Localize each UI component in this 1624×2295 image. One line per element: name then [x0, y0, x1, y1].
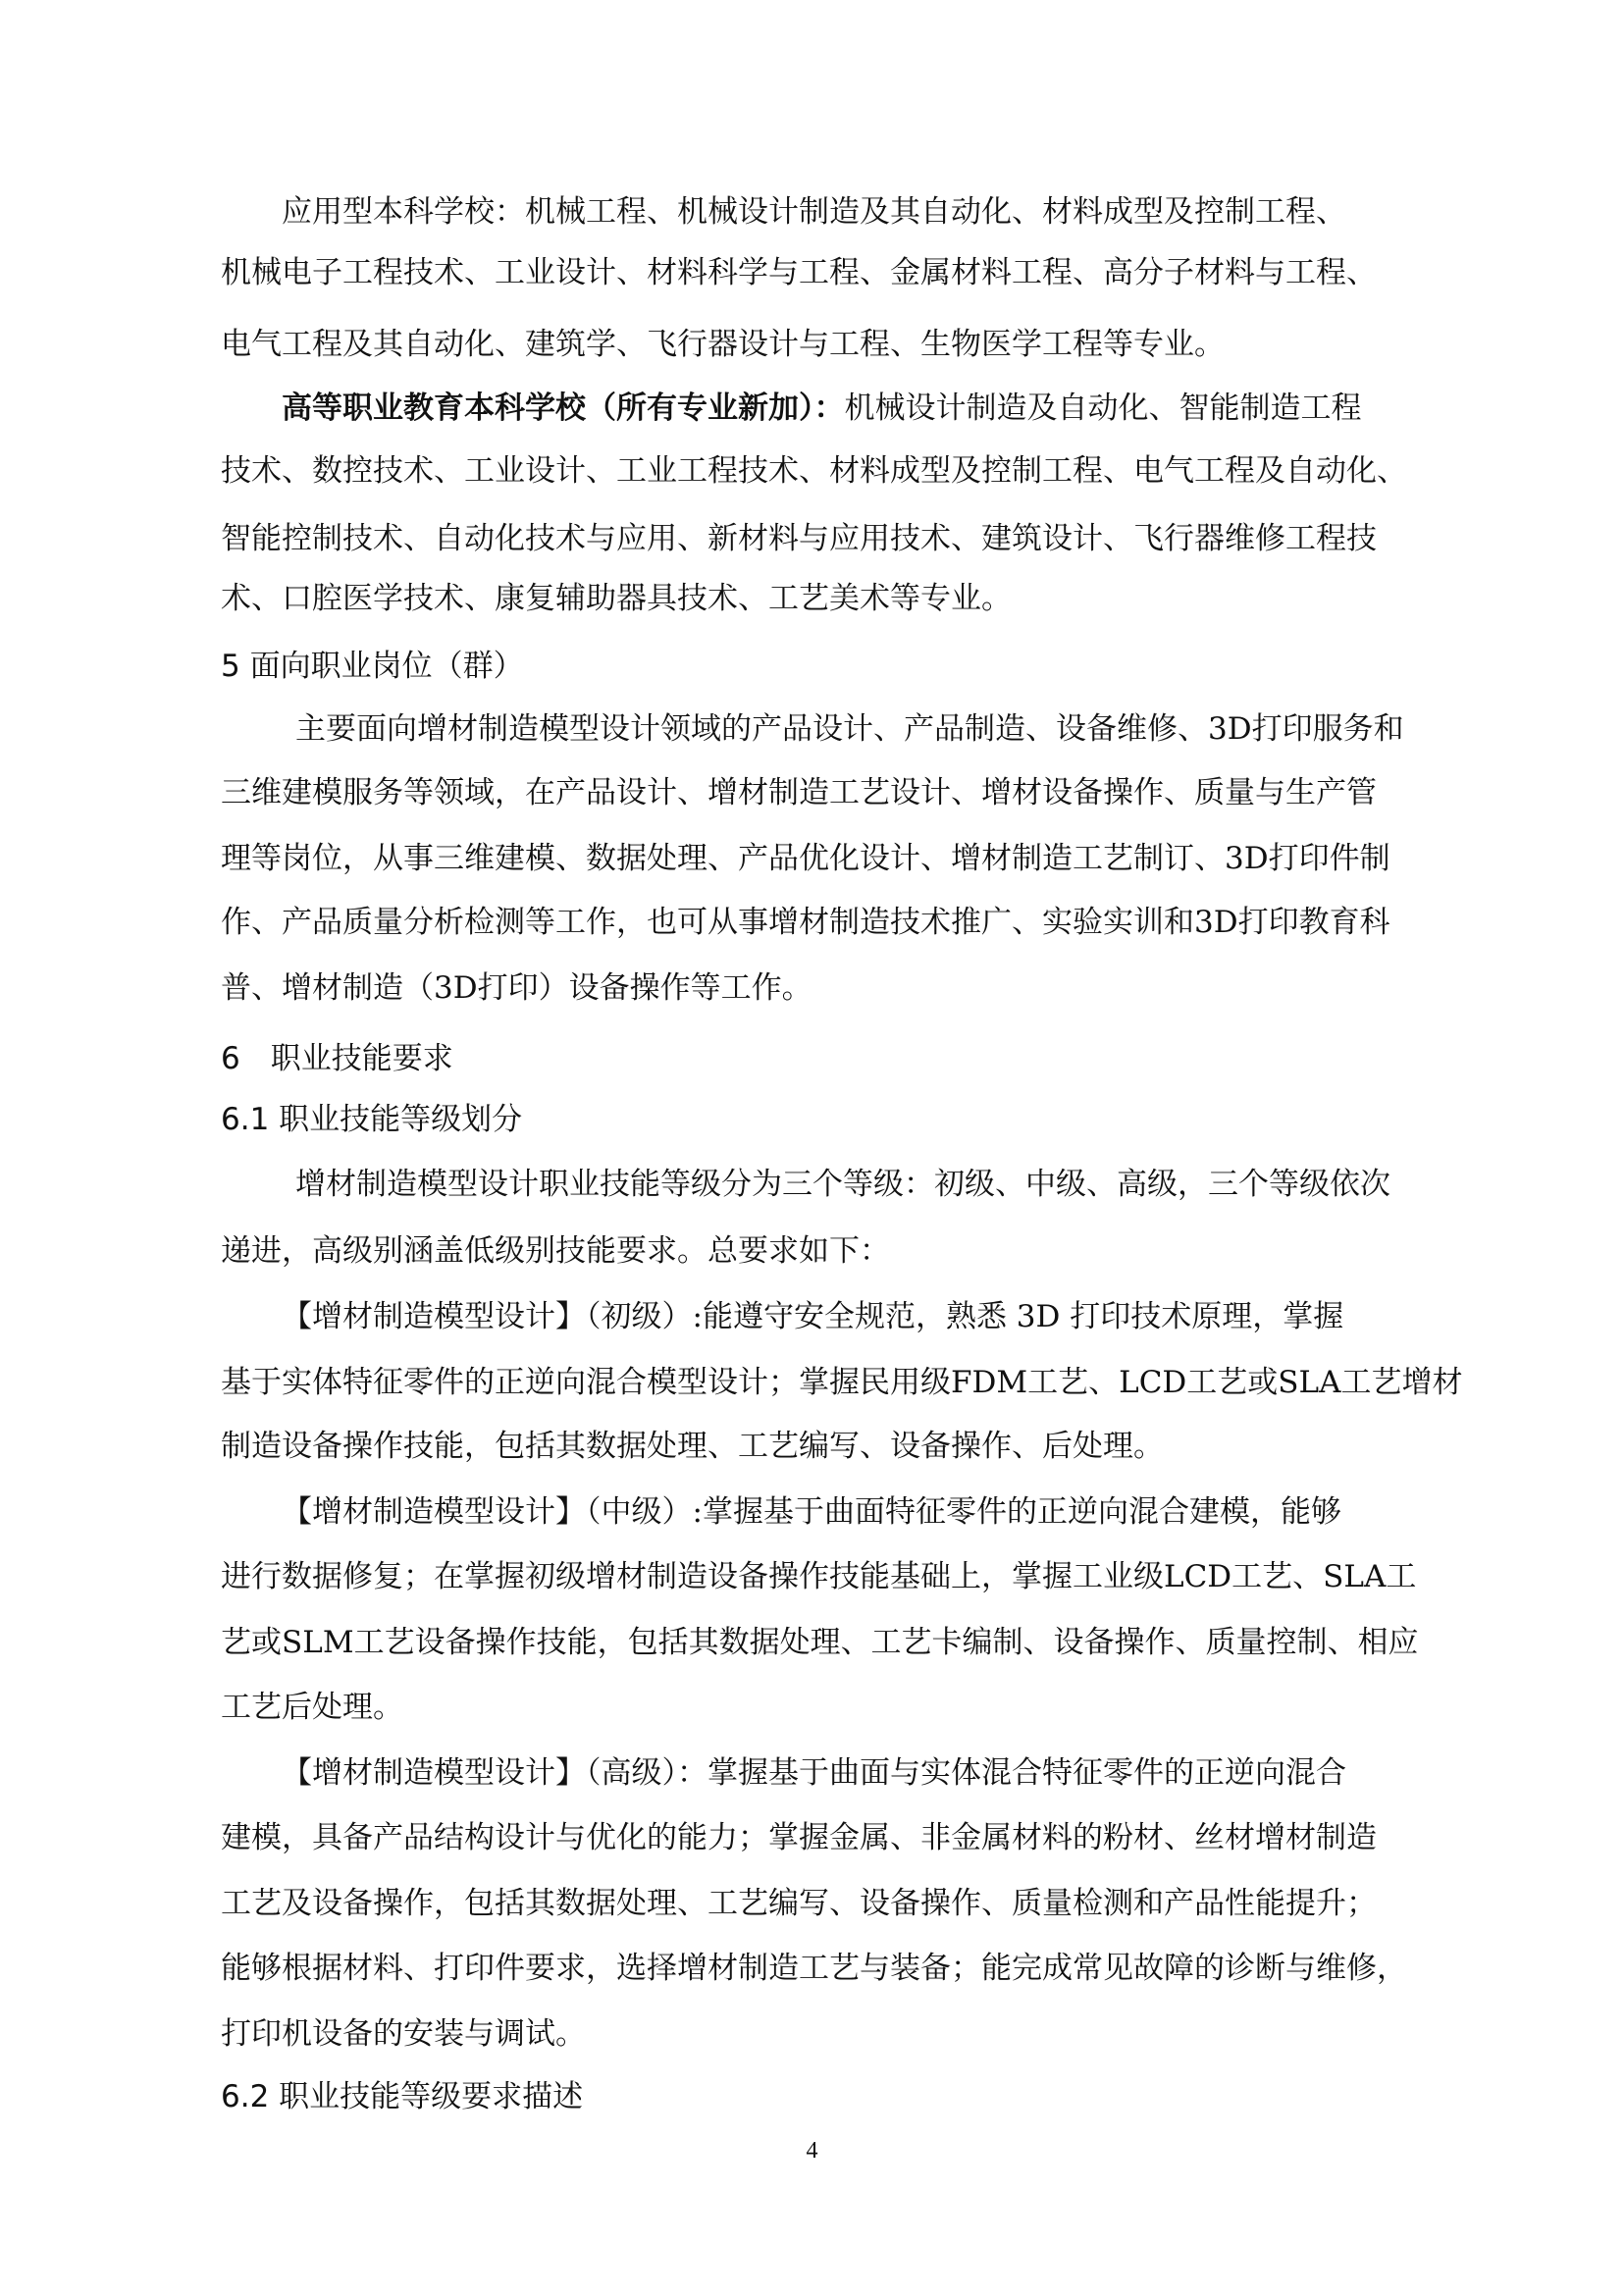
- paragraph-line: 制造设备操作技能，包括其数据处理、工艺编写、设备操作、后处理。: [221, 1429, 1164, 1464]
- paragraph-line: 【增材制造模型设计】（中级）:掌握基于曲面特征零件的正逆向混合建模，能够: [282, 1494, 1341, 1530]
- paragraph-line: 【增材制造模型设计】（初级）:能遵守安全规范，熟悉 3D 打印技术原理，掌握: [282, 1299, 1344, 1334]
- paragraph-line: 主要面向增材制造模型设计领域的产品设计、产品制造、设备维修、3D打印服务和: [295, 711, 1404, 747]
- paragraph-line: [282, 389, 1362, 428]
- bold-lead-in: 高等职业教育本科学校（所有专业新加）：: [282, 391, 845, 426]
- paragraph-line: 工艺后处理。: [221, 1690, 403, 1725]
- paragraph-line: 三维建模服务等领域，在产品设计、增材制造工艺设计、增材设备操作、质量与生产管: [221, 775, 1377, 810]
- paragraph-text: 机械设计制造及自动化、智能制造工程: [844, 391, 1362, 426]
- paragraph-line: 基于实体特征零件的正逆向混合模型设计；掌握民用级FDM工艺、LCD工艺或SLA工艺增材: [221, 1365, 1463, 1400]
- paragraph-line: 智能控制技术、自动化技术与应用、新材料与应用技术、建筑设计、飞行器维修工程技: [221, 521, 1377, 556]
- paragraph-line: 电气工程及其自动化、建筑学、飞行器设计与工程、生物医学工程等专业。: [221, 327, 1225, 362]
- paragraph-line: 打印机设备的安装与调试。: [221, 2016, 586, 2052]
- section-heading: 6 职业技能要求: [221, 1041, 453, 1076]
- section-heading: 5 面向职业岗位（群）: [221, 649, 524, 684]
- subsection-heading: 6.2 职业技能等级要求描述: [221, 2079, 584, 2114]
- paragraph-line: 增材制造模型设计职业技能等级分为三个等级：初级、中级、高级，三个等级依次: [295, 1167, 1390, 1202]
- paragraph-line: 建模，具备产品结构设计与优化的能力；掌握金属、非金属材料的粉材、丝材增材制造: [221, 1820, 1377, 1855]
- paragraph-line: 作、产品质量分析检测等工作，也可从事增材制造技术推广、实验实训和3D打印教育科: [221, 905, 1390, 940]
- paragraph-line: 理等岗位，从事三维建模、数据处理、产品优化设计、增材制造工艺制订、3D打印件制: [221, 841, 1390, 876]
- subsection-heading: 6.1 职业技能等级划分: [221, 1102, 523, 1137]
- paragraph-line: 机械电子工程技术、工业设计、材料科学与工程、金属材料工程、高分子材料与工程、: [221, 255, 1377, 290]
- paragraph-line: 艺或SLM工艺设备操作技能，包括其数据处理、工艺卡编制、设备操作、质量控制、相应: [221, 1625, 1419, 1660]
- paragraph-line: 进行数据修复；在掌握初级增材制造设备操作技能基础上，掌握工业级LCD工艺、SLA工: [221, 1559, 1417, 1594]
- paragraph-line: 技术、数控技术、工业设计、工业工程技术、材料成型及控制工程、电气工程及自动化、: [221, 453, 1407, 489]
- paragraph-line: 普、增材制造（3D打印）设备操作等工作。: [221, 970, 812, 1006]
- paragraph-line: 工艺及设备操作，包括其数据处理、工艺编写、设备操作、质量检测和产品性能提升；: [221, 1886, 1377, 1921]
- paragraph-line: 【增材制造模型设计】（高级）：掌握基于曲面与实体混合特征零件的正逆向混合: [282, 1755, 1346, 1791]
- paragraph-line: 能够根据材料、打印件要求，选择增材制造工艺与装备；能完成常见故障的诊断与维修，: [221, 1951, 1407, 1986]
- page-number: 4: [806, 2138, 818, 2164]
- paragraph-line: 应用型本科学校：机械工程、机械设计制造及其自动化、材料成型及控制工程、: [282, 194, 1346, 230]
- paragraph-line: 递进，高级别涵盖低级别技能要求。总要求如下：: [221, 1233, 890, 1269]
- paragraph-line: 术、口腔医学技术、康复辅助器具技术、工艺美术等专业。: [221, 581, 1012, 616]
